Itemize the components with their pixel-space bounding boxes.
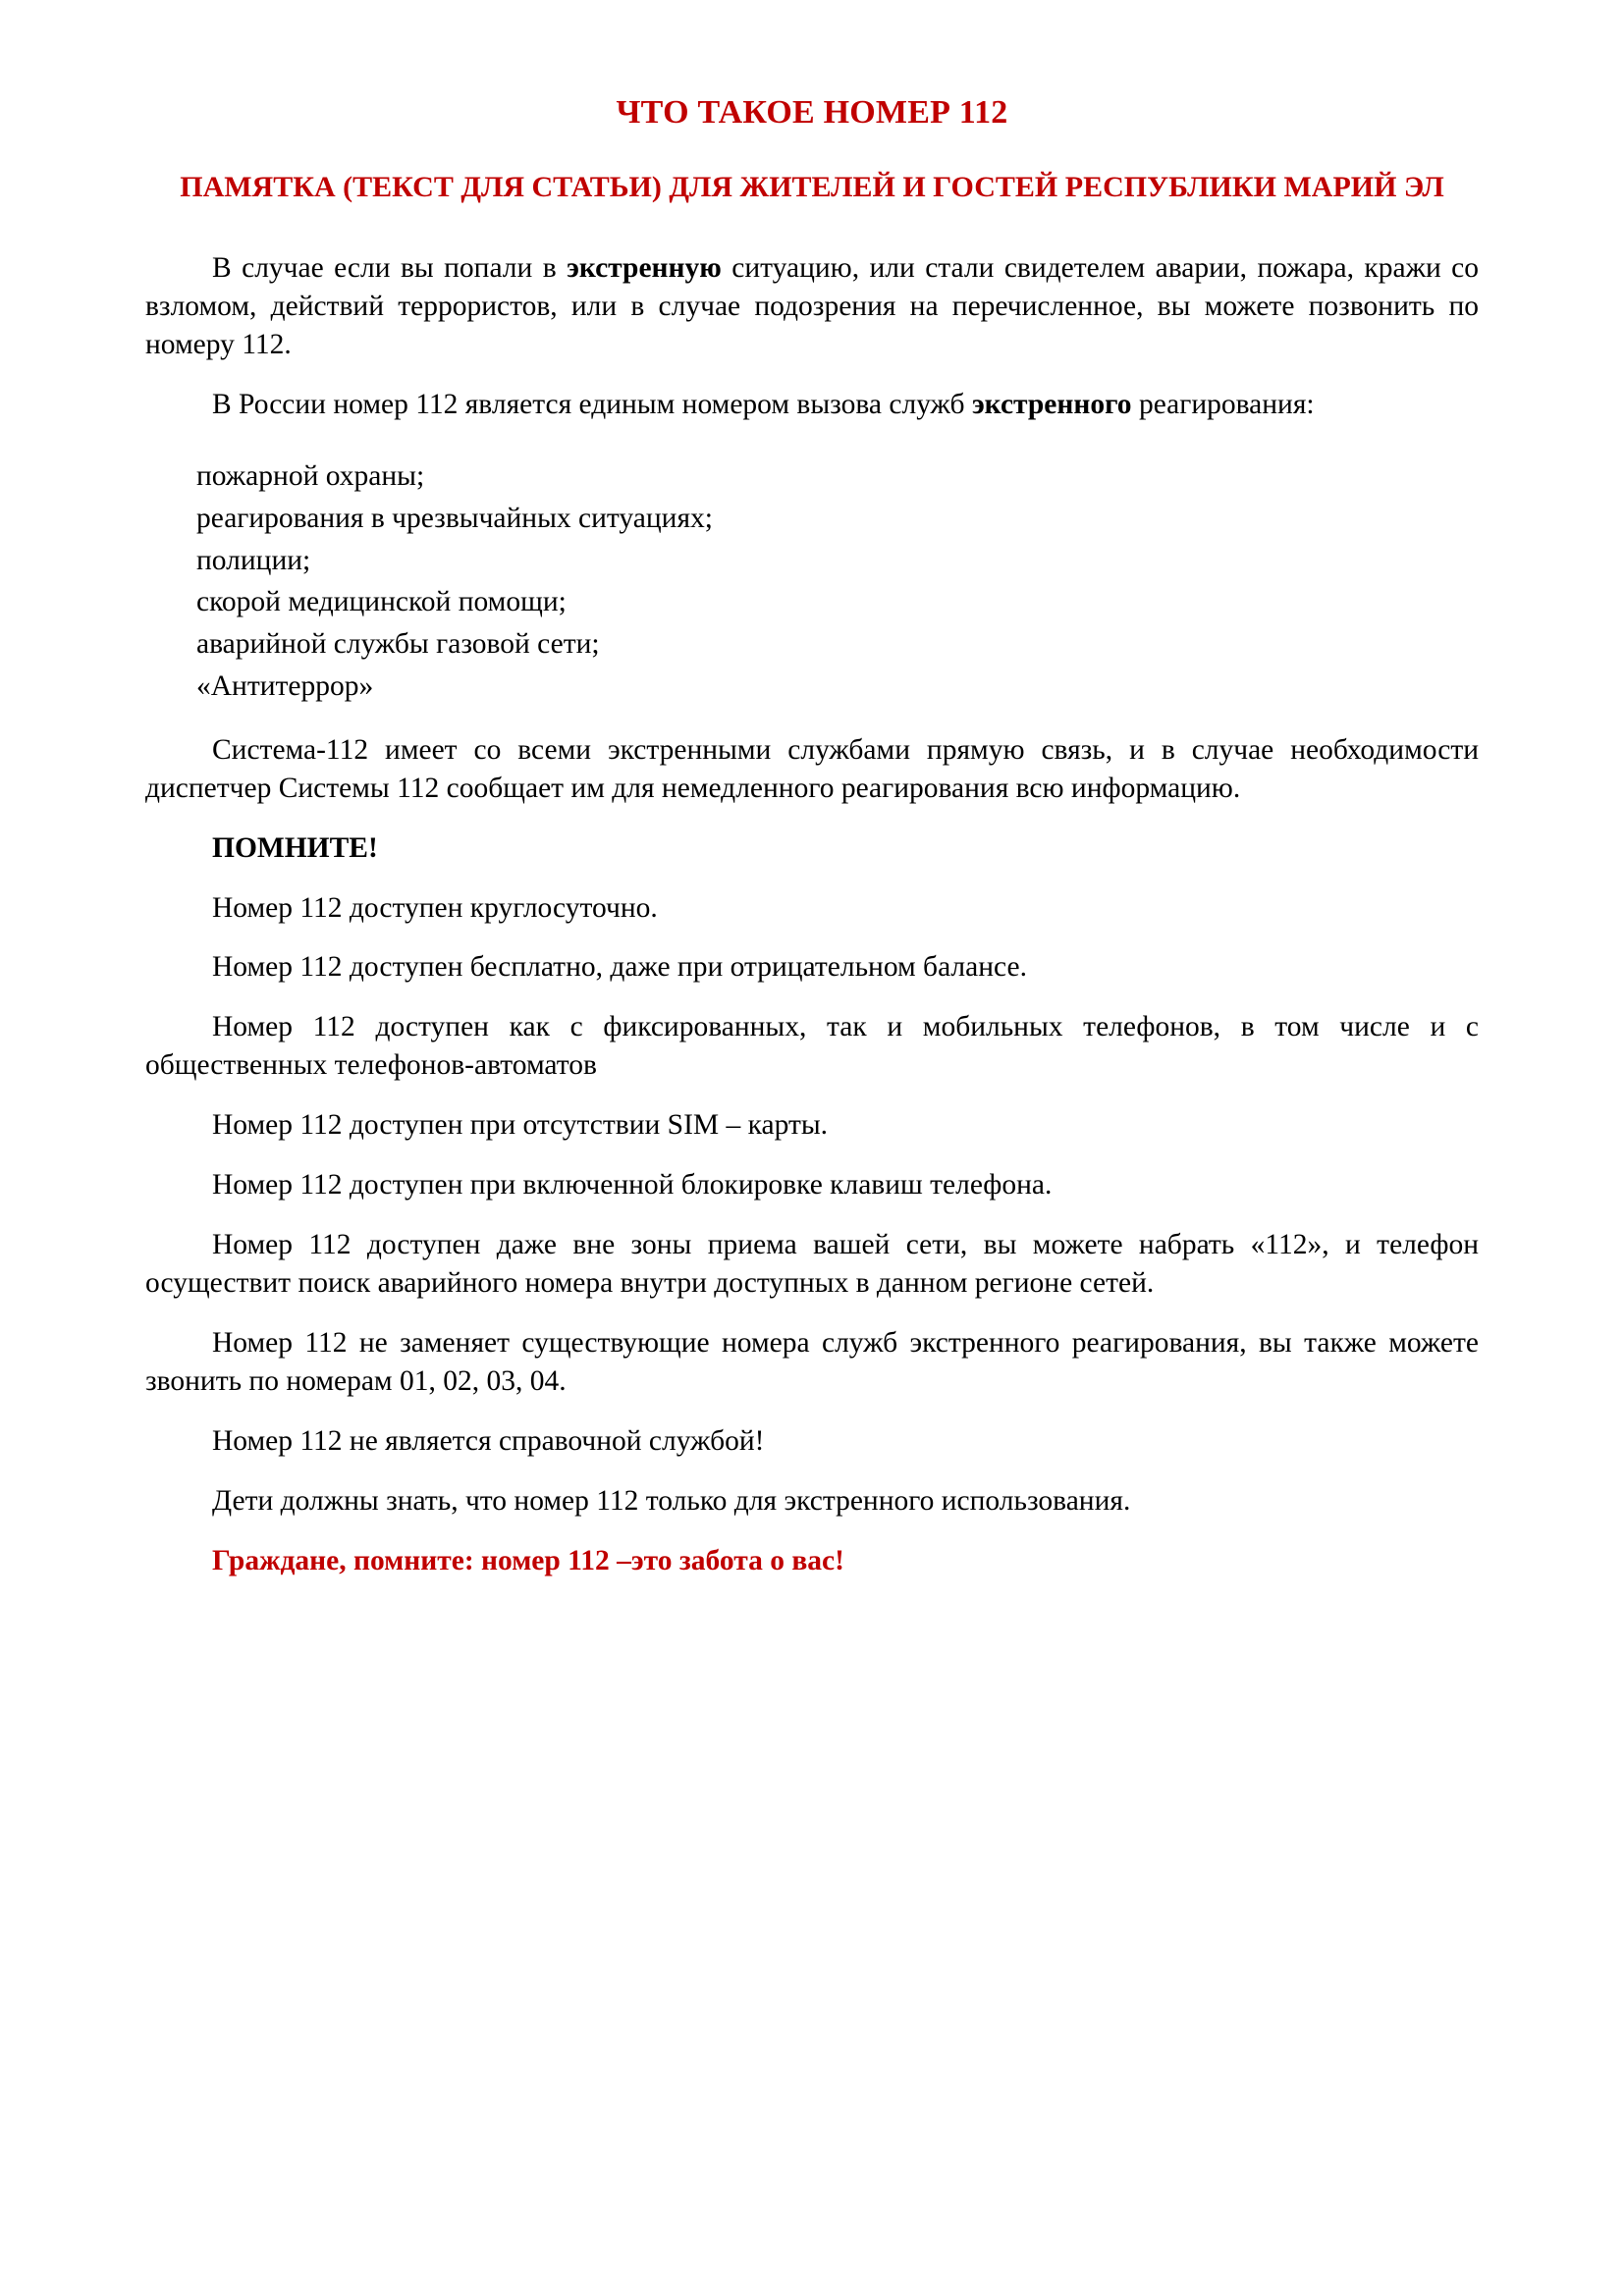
remember-item: Номер 112 доступен при включенной блокировке клавиш телефона.: [212, 1169, 1053, 1201]
remember-item: Номер 112 не является справочной службой!: [212, 1424, 765, 1457]
list-item: пожарной охраны;: [196, 460, 425, 493]
remember-item: Дети должны знать, что номер 112 только для экстренного использования.: [212, 1484, 1131, 1517]
list-item: полиции;: [196, 544, 311, 576]
spacer: [145, 446, 1479, 455]
list-item: скорой медицинской помощи;: [196, 586, 567, 618]
remember-item: Номер 112 не заменяет существующие номера служб экстренного реагирования, вы также можете звонить по номерам 01, 02, 03, 04.: [145, 1327, 1479, 1397]
page-title: ЧТО ТАКОЕ НОМЕР 112: [616, 94, 1008, 131]
list-item: аварийной службы газовой сети;: [196, 628, 600, 661]
unified-emphasis: экстренного: [971, 389, 1132, 421]
remember-item: Номер 112 доступен круглосуточно.: [212, 891, 658, 924]
closing-statement: Граждане, помните: номер 112 –это забота о вас!: [212, 1544, 844, 1576]
unified-number-paragraph: [145, 386, 1479, 424]
remember-item: Номер 112 доступен при отсутствии SIM – карты.: [212, 1109, 829, 1142]
system-paragraph: Система-112 имеет со всеми экстренными службами прямую связь, и в случае необходимости диспетчер Системы 112 сообщает им для немедленного реагирования всю информацию.: [145, 733, 1479, 804]
intro-text-part2: ситуацию, или стали свидетелем аварии, пожара, кражи со взломом, действий террористов, или в случае подозрения на перечисленное, вы можете позвонить по номеру 112.: [145, 252, 1479, 361]
remember-item: Номер 112 доступен даже вне зоны приема вашей сети, вы можете набрать «112», и телефон осуществит поиск аварийного номера внутри доступных в данном регионе сетей.: [145, 1229, 1479, 1300]
remember-item: Номер 112 доступен бесплатно, даже при отрицательном балансе.: [212, 951, 1027, 984]
intro-emphasis: экстренную: [567, 252, 722, 285]
page-subtitle: ПАМЯТКА (ТЕКСТ ДЛЯ СТАТЬИ) ДЛЯ ЖИТЕЛЕЙ И ГОСТЕЙ РЕСПУБЛИКИ МАРИЙ ЭЛ: [180, 171, 1444, 203]
intro-paragraph: [145, 249, 1479, 364]
list-item: реагирования в чрезвычайных ситуациях;: [196, 502, 713, 534]
remember-heading: ПОМНИТЕ!: [212, 831, 378, 864]
unified-text-part1: В России номер 112 является единым номером вызова служб: [212, 389, 972, 421]
services-list: [145, 455, 1479, 708]
remember-item: Номер 112 доступен как с фиксированных, так и мобильных телефонов, в том числе и с общественных телефонов-автоматов: [145, 1011, 1479, 1082]
intro-text-part1: В случае если вы попали в: [212, 252, 568, 285]
list-item: «Антитеррор»: [196, 669, 374, 702]
unified-text-part2: реагирования:: [1131, 389, 1315, 421]
